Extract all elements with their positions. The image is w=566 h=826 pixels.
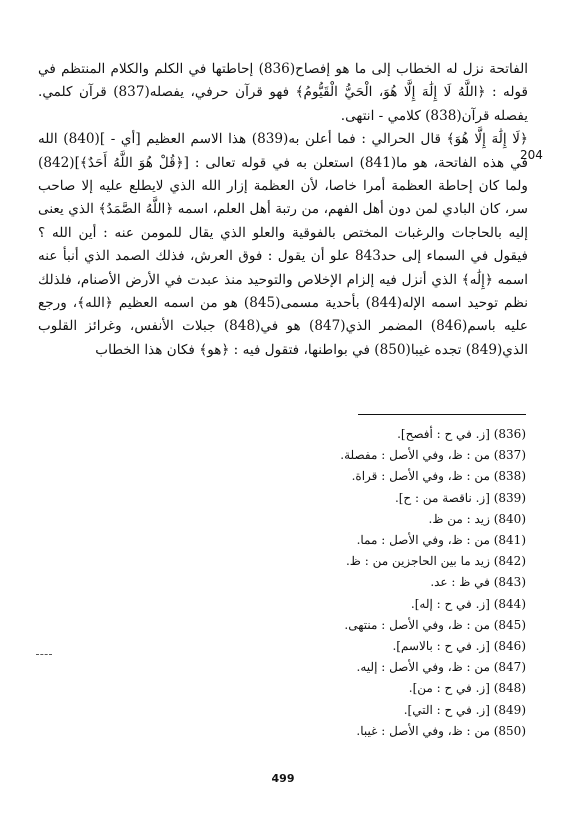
footnote: (837) من : ظ، وفي الأصل : مفصلة.: [340, 448, 526, 463]
footnote-separator: [358, 414, 526, 415]
footnotes: [120, 424, 526, 742]
footnote: (839) [ز. ناقصة من : ح].: [394, 490, 526, 505]
footnote: (844) [ز. في ح : إله].: [410, 596, 526, 611]
paragraph-2: ﴿لَا إِلَٰهَ إِلَّا هُوَ﴾ قال الحرالي : فما أعلن به(839) هذا الاسم العظيم [أي - ](840) الله في هذه الفاتحة، هو ما(841) استعلن به في قوله تعالى : [﴿قُلْ هُوَ اللَّهُ أَحَدٌ﴾](842) ولما كان إحاطة العظمة أمرا خاصا، لأن العظمة إزار الله الذي لايطلع عليه إلا صاحب سر، كان البادي لمن دون أهل الفهم، من رتبة أهل العلم، اسمه ﴿اللَّهُ الصَّمَدُ﴾ الذي يعنى إليه بالحاجات والرغبات المختص بالفوقية والعلو الذي يقال للمومن عنه : أين الله ؟ فيقول في السماء إلى حد843 علو أن يقول : فوق العرش، فذلك الصمد الذي أنبأ عنه اسمه ﴿إِلَٰه﴾ الذي أنزل فيه إلزام الإخلاص والتوحيد منذ عبدت في الأرض الأصنام، فلذلك نظم توحيد اسمه الإله(844) بأحدية مسمى(845) هو من اسمه العظيم ﴿الله﴾، ورجع عليه باسم(846) المضمر الذي(847) هو في(848) جبلات الأنفس، وغرائز القلوب الذي(849) تجده غيبا(850) في بواطنها، فتقول فيه : ﴿هو﴾ فكان هذا الخطاب: [38, 131, 529, 358]
page-number: 499: [271, 772, 295, 785]
footnote: (842) زيد ما بين الحاجزين من : ظ.: [345, 554, 526, 569]
footnote: (841) من : ظ، وفي الأصل : مما.: [356, 533, 526, 548]
margin-number: 204: [520, 148, 543, 162]
footnote: (850) من : ظ، وفي الأصل : غيبا.: [356, 723, 526, 738]
footnote: (845) من : ظ، وفي الأصل : منتهى.: [344, 617, 526, 632]
footnote: (847) من : ظ، وفي الأصل : إليه.: [356, 660, 526, 675]
footnote: (836) [ز. في ح : أفصح].: [397, 427, 526, 441]
footnote: (838) من : ظ، وفي الأصل : قراة.: [351, 469, 526, 484]
footnote: (843) في ظ : عد.: [430, 575, 526, 590]
footnote: (849) [ز. في ح : التي].: [403, 702, 526, 717]
main-text: [38, 58, 528, 362]
footnote: (840) زيد : من ظ.: [428, 511, 526, 526]
footnote: (848) [ز. في ح : من].: [408, 681, 526, 696]
footnote: (846) [ز. في ح : بالاسم].: [392, 639, 526, 654]
paragraph-1: الفاتحة نزل له الخطاب إلى ما هو إفصاح(836) إحاطتها في الكلم والكلام المنتظم في قوله : ﴿اللَّهُ لَا إِلَٰهَ إِلَّا هُوَ، الْحَيُّ الْقَيُّومُ﴾ فهو قرآن حرفي، يفصله(837) قرآن كلمي. يفصله قرآن(838) كلامي - انتهى.: [38, 61, 529, 124]
margin-dash-mark: [36, 654, 52, 656]
